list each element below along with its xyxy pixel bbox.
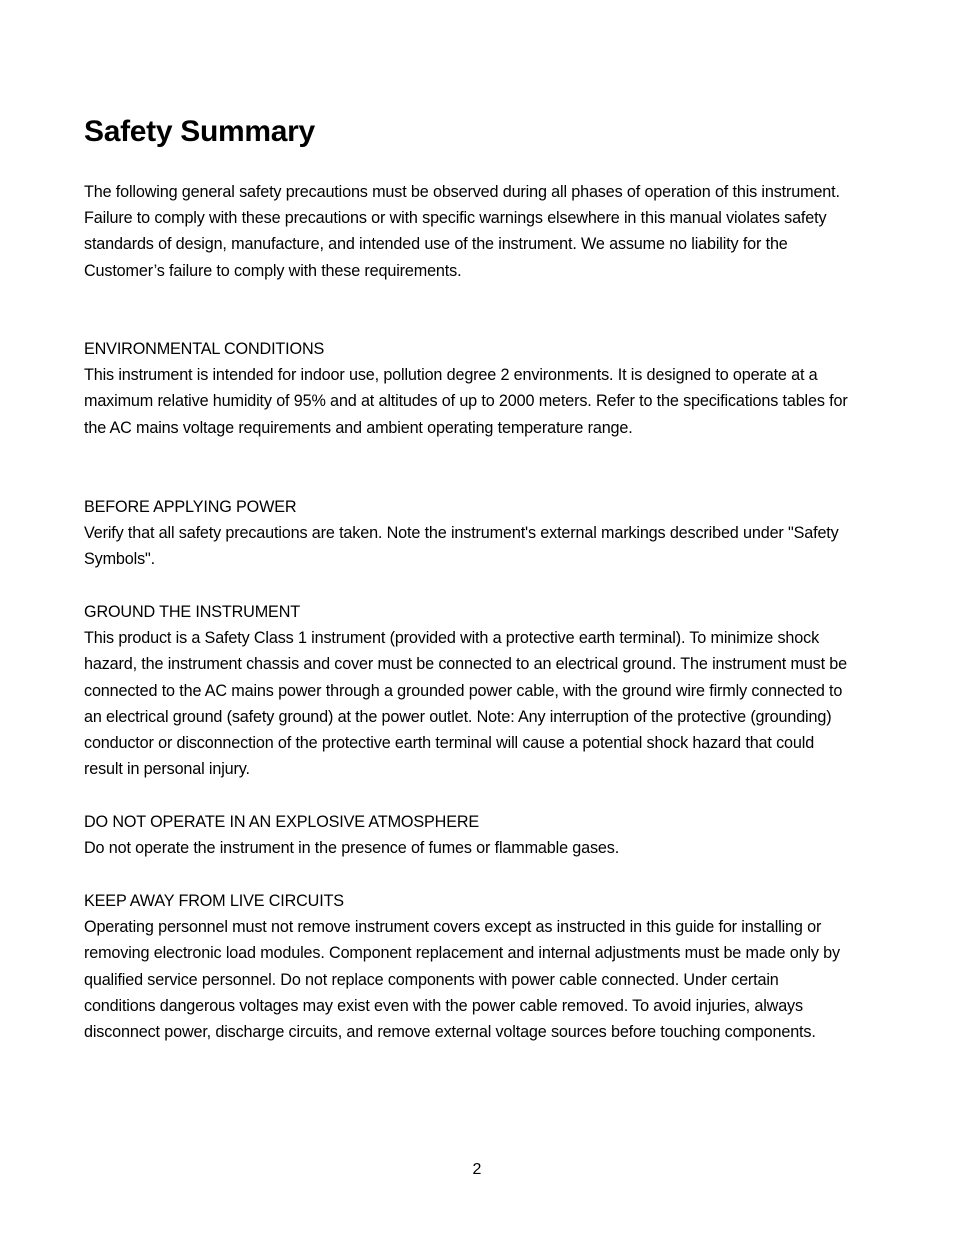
section-body: This instrument is intended for indoor use, pollution degree 2 environments. It is designed to operate at a maximum relative humidity of 95% and at altitudes of up to 2000 meters. Refer to the specifications tables for the AC mains voltage requirements and ambient operating temperature range. <box>84 366 848 437</box>
section-heading: ENVIRONMENTAL CONDITIONS <box>84 340 325 358</box>
section-heading: BEFORE APPLYING POWER <box>84 498 297 516</box>
section-body: Do not operate the instrument in the presence of fumes or flammable gases. <box>84 839 620 858</box>
section-body: Operating personnel must not remove instrument covers except as instructed in this guide for installing or removing electronic load modules. Component replacement and internal adjustments must be made only by qualified service personnel. Do not replace components with power cable connected. Under certain conditions dangerous voltages may exist even with the power cable removed. To avoid injuries, always disconnect power, discharge circuits, and remove external voltage sources before touching components. <box>84 918 840 1042</box>
section-ground-the-instrument <box>84 599 854 782</box>
section-body: Verify that all safety precautions are taken. Note the instrument's external markings described under "Safety Symbols". <box>84 524 839 569</box>
section-explosive-atmosphere <box>84 809 854 861</box>
section-before-applying-power <box>84 494 854 573</box>
section-heading: DO NOT OPERATE IN AN EXPLOSIVE ATMOSPHERE <box>84 813 480 831</box>
intro-paragraph: The following general safety precautions must be observed during all phases of operation of this instrument. Failure to comply with these precautions or with specific warnings elsewhere in this manual violates safety standards of design, manufacture, and intended use of the instrument. We assume no liability for the Customer’s failure to comply with these requirements. <box>84 183 840 280</box>
page-number: 2 <box>472 1161 482 1178</box>
section-body: This product is a Safety Class 1 instrument (provided with a protective earth terminal). To minimize shock hazard, the instrument chassis and cover must be connected to an electrical ground. The instrument must be connected to the AC mains power through a grounded power cable, with the ground wire firmly connected to an electrical ground (safety ground) at the power outlet. Note: Any interruption of the protective (grounding) conductor or disconnection of the protective earth terminal will cause a potential shock hazard that could result in personal injury. <box>84 629 848 779</box>
section-environmental-conditions <box>84 336 854 441</box>
section-heading: KEEP AWAY FROM LIVE CIRCUITS <box>84 892 344 910</box>
section-live-circuits <box>84 888 854 1045</box>
section-heading: GROUND THE INSTRUMENT <box>84 603 300 621</box>
page-title: Safety Summary <box>84 115 315 148</box>
